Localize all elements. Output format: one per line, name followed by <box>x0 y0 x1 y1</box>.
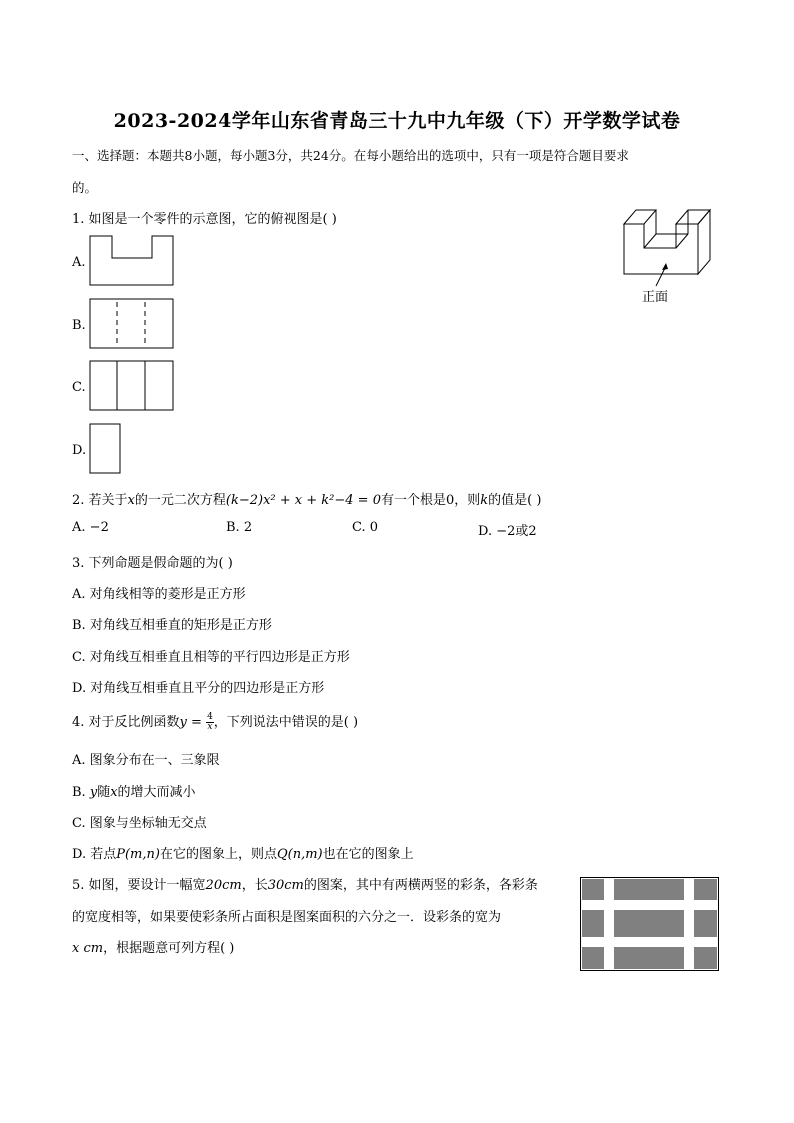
q1-option-d-label: D. <box>72 443 87 458</box>
q3-option-d: D. 对角线互相垂直且平分的四边形是正方形 <box>72 681 325 696</box>
q2-stem: 2. 若关于x的一元二次方程(k−2)x² + x + k²−4 = 0有一个根是0，则k的值是( ) <box>72 493 542 508</box>
q4-option-d: D. 若点P(m,n)在它的图象上，则点Q(n,m)也在它的图象上 <box>72 847 414 862</box>
q1-figure-label: 正面 <box>642 290 669 305</box>
q5-line-1: 5. 如图，要设计一幅宽20cm，长30cm的图案，其中有两横两竖的彩条，各彩条 <box>72 878 538 893</box>
q3-option-c: C. 对角线互相垂直且相等的平行四边形是正方形 <box>72 650 350 665</box>
section-heading-cont: 的。 <box>72 180 98 195</box>
q1-stem: 1. 如图是一个零件的示意图，它的俯视图是( ) <box>72 212 337 227</box>
q2-option-a: A. −2 <box>72 520 109 535</box>
q1-option-d-figure <box>89 423 123 475</box>
q3-option-b: B. 对角线互相垂直的矩形是正方形 <box>72 618 272 633</box>
q4-option-b: B. y随x的增大而减小 <box>72 785 196 800</box>
q1-part-figure <box>618 206 728 306</box>
q2-option-d: D. −2或2 <box>478 524 537 539</box>
q2-option-c: C. 0 <box>352 520 379 535</box>
q4-fraction: $\frac{4}{x}$ <box>207 712 213 732</box>
q5-line-3: x cm，根据题意可列方程( ) <box>72 941 235 956</box>
q4-stem: 4. 对于反比例函数y = $\frac{4}{x}$ ，下列说法中错误的是( ) <box>72 712 359 732</box>
q1-option-c-figure <box>89 360 175 412</box>
q1-option-b-figure <box>89 298 175 350</box>
q1-option-b-label: B. <box>72 318 86 333</box>
q4-option-c: C. 图象与坐标轴无交点 <box>72 816 207 831</box>
arrow-icon <box>662 263 668 270</box>
q1-option-a-figure <box>89 235 175 287</box>
q2-equation: (k−2)x² + x + k²−4 = 0 <box>225 493 381 508</box>
q4-option-a: A. 图象分布在一、三象限 <box>72 753 220 768</box>
q3-option-a: A. 对角线相等的菱形是正方形 <box>72 587 246 602</box>
section-heading: 一、选择题：本题共8小题，每小题3分，共24分。在每小题给出的选项中，只有一项是符合题目要求 <box>72 148 629 163</box>
page-title: 2023-2024学年山东省青岛三十九中九年级（下）开学数学试卷 <box>113 110 681 132</box>
q1-option-a-label: A. <box>72 255 86 270</box>
q5-stripe-pattern-figure <box>580 877 720 972</box>
q3-stem: 3. 下列命题是假命题的为( ) <box>72 556 233 571</box>
q1-option-c-label: C. <box>72 380 86 395</box>
q5-line-2: 的宽度相等，如果要使彩条所占面积是图案面积的六分之一．设彩条的宽为 <box>72 910 502 925</box>
q2-option-b: B. 2 <box>226 520 253 535</box>
